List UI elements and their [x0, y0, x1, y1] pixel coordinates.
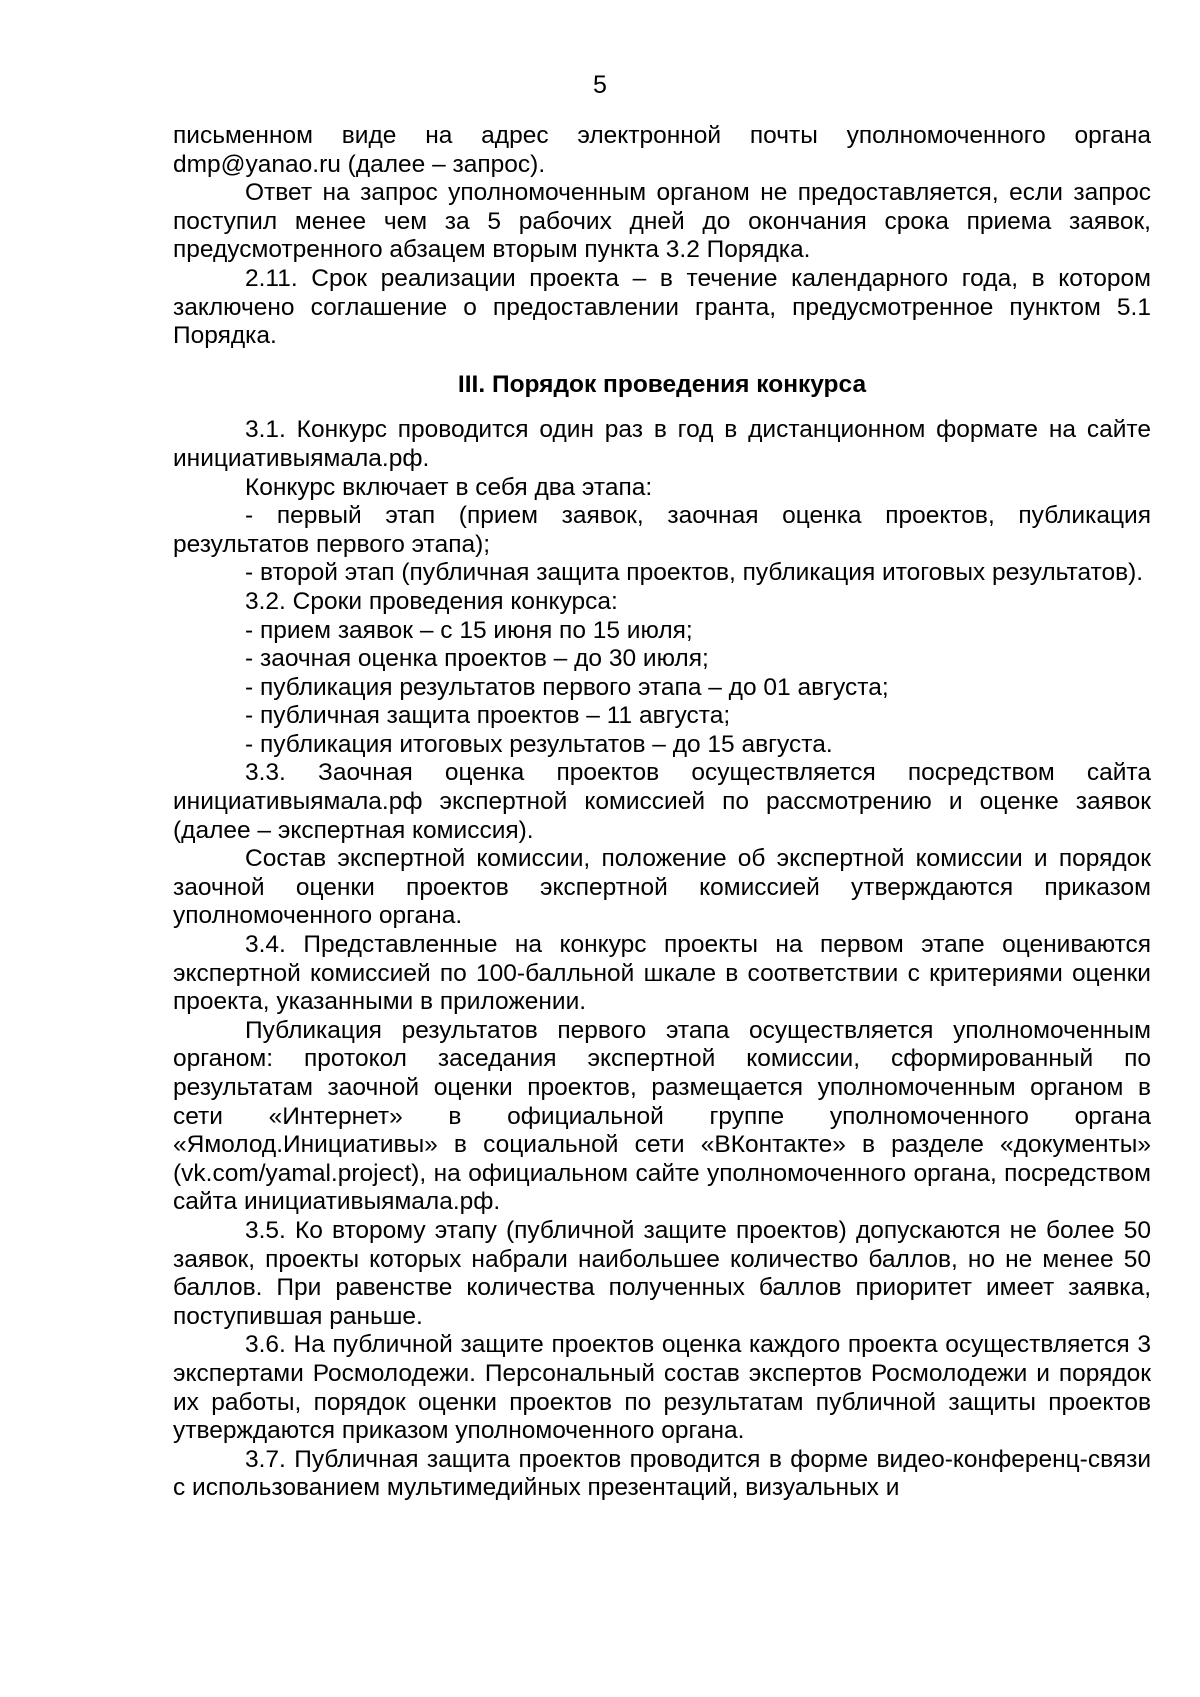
document-body	[173, 122, 1151, 1503]
paragraph-response: Ответ на запрос уполномоченным органом не предоставляется, если запрос поступил менее чем за 5 рабочих дней до окончания срока приема заявок, предусмотренного абзацем вторым пункта 3.2 Порядка.	[173, 179, 1151, 264]
list-item-stage-1: - первый этап (прием заявок, заочная оценка проектов, публикация результатов первого этапа);	[173, 502, 1151, 558]
paragraph-3-2: 3.2. Сроки проведения конкурса:	[245, 587, 618, 615]
list-item-deadline: - прием заявок – с 15 июня по 15 июля;	[245, 616, 693, 644]
list-item-deadline: - заочная оценка проектов – до 30 июля;	[245, 645, 709, 673]
paragraph-stages-intro: Конкурс включает в себя два этапа:	[245, 473, 653, 501]
paragraph-publication: Публикация результатов первого этапа осуществляется уполномоченным органом: протокол заседания экспертной комиссии, сформированный по результатам заочной оценки проектов, размещается уполномоченным органом в сети «Интернет» в официальной группе уполномоченного органа «Ямолод.Инициативы» в социальной сети «ВКонтакте» в разделе «документы» (vk.com/yamal.project), на официальном сайте уполномоченного органа, посредством сайта инициативыямала.рф.	[173, 1016, 1151, 1216]
paragraph-3-5: 3.5. Ко второму этапу (публичной защите проектов) допускаются не более 50 заявок, проекты которых набрали наибольшее количество баллов, но не менее 50 баллов. При равенстве количества полученных баллов приоритет имеет заявка, поступившая раньше.	[173, 1216, 1151, 1330]
page-number: 5	[593, 71, 607, 99]
section-heading: III. Порядок проведения конкурса	[457, 370, 867, 398]
paragraph-3-3: 3.3. Заочная оценка проектов осуществляется посредством сайта инициативыямала.рф экспертной комиссией по рассмотрению и оценке заявок (далее – экспертная комиссия).	[173, 759, 1151, 844]
paragraph-continuation: письменном виде на адрес электронной почты уполномоченного органа dmp@yanao.ru (далее – запрос).	[173, 122, 1151, 178]
paragraph-3-4: 3.4. Представленные на конкурс проекты на первом этапе оцениваются экспертной комиссией по 100-балльной шкале в соответствии с критериями оценки проекта, указанными в приложении.	[173, 931, 1151, 1016]
paragraph-2-11: 2.11. Срок реализации проекта – в течение календарного года, в котором заключено соглашение о предоставлении гранта, предусмотренное пунктом 5.1 Порядка.	[173, 264, 1151, 350]
list-item-deadline: - публикация результатов первого этапа – до 01 августа;	[245, 673, 889, 701]
list-item-deadline: - публикация итоговых результатов – до 15 августа.	[245, 730, 833, 758]
list-item-deadline: - публичная защита проектов – 11 августа;	[245, 702, 731, 730]
paragraph-3-7: 3.7. Публичная защита проектов проводится в форме видео-конференц-связи с использованием мультимедийных презентаций, визуальных и	[173, 1445, 1151, 1502]
paragraph-3-1: 3.1. Конкурс проводится один раз в год в дистанционном формате на сайте инициативыямала.рф.	[173, 416, 1151, 472]
paragraph-commission: Состав экспертной комиссии, положение об экспертной комиссии и порядок заочной оценки проектов экспертной комиссией утверждаются приказом уполномоченного органа.	[173, 845, 1151, 930]
list-item-stage-2: - второй этап (публичная защита проектов, публикация итоговых результатов).	[245, 559, 1144, 587]
paragraph-3-6: 3.6. На публичной защите проектов оценка каждого проекта осуществляется 3 экспертами Росмолодежи. Персональный состав экспертов Росмолодежи и порядок их работы, порядок оценки проектов по результатам публичной защиты проектов утверждаются приказом уполномоченного органа.	[173, 1331, 1151, 1445]
